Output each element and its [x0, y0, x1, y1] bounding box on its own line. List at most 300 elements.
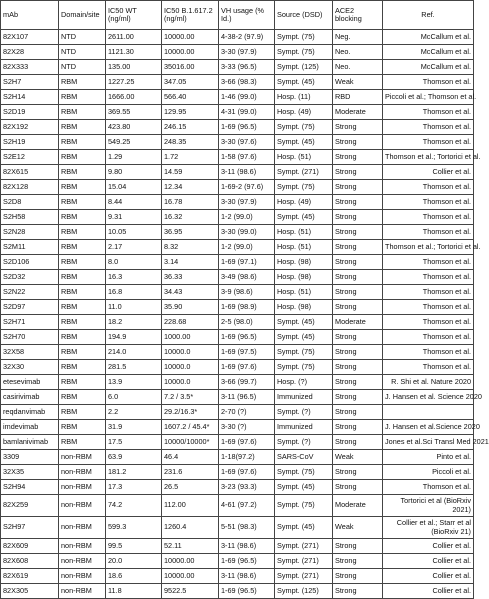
ace2-cell: Strong	[333, 345, 383, 360]
ace2-cell: Strong	[333, 225, 383, 240]
vh-usage-cell: 5-51 (98.3)	[219, 517, 275, 539]
table-row	[1, 240, 474, 255]
source-cell: Hosp. (51)	[275, 285, 333, 300]
domain-cell: RBM	[59, 255, 106, 270]
source-cell: Hosp. (98)	[275, 300, 333, 315]
mab-cell: S2D106	[1, 255, 59, 270]
mab-cell: imdevimab	[1, 420, 59, 435]
ic50-delta-cell: 112.00	[162, 495, 219, 517]
mab-cell: 32X58	[1, 345, 59, 360]
ic50-delta-cell: 231.6	[162, 465, 219, 480]
source-cell: Hosp. (98)	[275, 270, 333, 285]
mab-cell: S2N22	[1, 285, 59, 300]
domain-cell: RBM	[59, 270, 106, 285]
ic50-delta-cell: 7.2 / 3.5*	[162, 390, 219, 405]
ref-cell: Thomson et al.	[383, 360, 474, 375]
table-row	[1, 135, 474, 150]
ic50-wt-cell: 11.0	[106, 300, 162, 315]
vh-usage-cell: 1-69 (97.6)	[219, 465, 275, 480]
ref-cell: McCallum et al.	[383, 30, 474, 45]
ic50-delta-cell: 26.5	[162, 480, 219, 495]
ace2-cell: Strong	[333, 360, 383, 375]
ic50-wt-cell: 99.5	[106, 539, 162, 554]
ace2-cell: Strong	[333, 210, 383, 225]
mab-cell: 82X28	[1, 45, 59, 60]
ref-cell: Thomson et al.	[383, 270, 474, 285]
source-cell: Sympt. (125)	[275, 60, 333, 75]
table-row	[1, 225, 474, 240]
ref-cell: Thomson et al.	[383, 105, 474, 120]
ref-cell: Collier et al.	[383, 539, 474, 554]
domain-cell: RBM	[59, 210, 106, 225]
table-body	[1, 30, 489, 599]
header-ref: Ref.	[383, 1, 474, 30]
ic50-wt-cell: 63.9	[106, 450, 162, 465]
table-row	[1, 465, 474, 480]
ace2-cell: Strong	[333, 135, 383, 150]
mab-cell: S2H97	[1, 517, 59, 539]
vh-usage-cell: 2-5 (98.0)	[219, 315, 275, 330]
ace2-cell: Strong	[333, 539, 383, 554]
table-row	[1, 210, 474, 225]
header-source: Source (DSD)	[275, 1, 333, 30]
ic50-delta-cell: 29.2/16.3*	[162, 405, 219, 420]
ic50-wt-cell: 13.9	[106, 375, 162, 390]
vh-usage-cell: 3-30 (97.9)	[219, 195, 275, 210]
domain-cell: RBM	[59, 360, 106, 375]
table-row	[1, 165, 474, 180]
ref-cell: Thomson et al.	[383, 300, 474, 315]
ace2-cell: Strong	[333, 180, 383, 195]
vh-usage-cell: 3-30 (97.9)	[219, 45, 275, 60]
ref-cell: Jones et al.Sci Transl Med 2021	[383, 435, 474, 450]
ace2-cell: Moderate	[333, 495, 383, 517]
vh-usage-cell: 3-11 (98.6)	[219, 569, 275, 584]
mab-cell: S2H14	[1, 90, 59, 105]
ref-cell: Thomson et al.	[383, 285, 474, 300]
domain-cell: non-RBM	[59, 569, 106, 584]
ic50-delta-cell: 34.43	[162, 285, 219, 300]
vh-usage-cell: 1-69 (96.5)	[219, 120, 275, 135]
ref-cell: Piccoli et al.	[383, 465, 474, 480]
domain-cell: NTD	[59, 45, 106, 60]
domain-cell: non-RBM	[59, 495, 106, 517]
ic50-wt-cell: 2.17	[106, 240, 162, 255]
ace2-cell: Neg.	[333, 30, 383, 45]
ace2-cell: Strong	[333, 569, 383, 584]
domain-cell: RBM	[59, 435, 106, 450]
domain-cell: RBM	[59, 180, 106, 195]
table-row	[1, 360, 474, 375]
table-row	[1, 480, 474, 495]
table-row	[1, 315, 474, 330]
source-cell: Sympt. (75)	[275, 180, 333, 195]
mab-cell: S2D8	[1, 195, 59, 210]
ic50-wt-cell: 135.00	[106, 60, 162, 75]
source-cell: Sympt. (45)	[275, 517, 333, 539]
ic50-delta-cell: 52.11	[162, 539, 219, 554]
source-cell: Sympt. (75)	[275, 465, 333, 480]
mab-cell: 82X192	[1, 120, 59, 135]
ref-cell: Thomson et al.	[383, 120, 474, 135]
ace2-cell: Strong	[333, 330, 383, 345]
mab-cell: S2H94	[1, 480, 59, 495]
ic50-delta-cell: 1.72	[162, 150, 219, 165]
mab-cell: bamlanivimab	[1, 435, 59, 450]
ref-cell: Collier et al.	[383, 165, 474, 180]
header-domain: Domain/site	[59, 1, 106, 30]
ref-cell: J. Hansen et al. Science 2020	[383, 390, 474, 405]
table-row	[1, 120, 474, 135]
table-row	[1, 75, 474, 90]
ic50-wt-cell: 9.80	[106, 165, 162, 180]
ace2-cell: Strong	[333, 270, 383, 285]
ic50-wt-cell: 8.44	[106, 195, 162, 210]
source-cell: Hosp. (51)	[275, 225, 333, 240]
ic50-wt-cell: 181.2	[106, 465, 162, 480]
domain-cell: RBM	[59, 105, 106, 120]
ref-cell: Thomson et al.	[383, 345, 474, 360]
vh-usage-cell: 2-70 (?)	[219, 405, 275, 420]
source-cell: Hosp. (98)	[275, 255, 333, 270]
source-cell: Sympt. (45)	[275, 210, 333, 225]
ic50-wt-cell: 423.80	[106, 120, 162, 135]
vh-usage-cell: 1-2 (99.0)	[219, 210, 275, 225]
mab-cell: S2D97	[1, 300, 59, 315]
header-mab: mAb	[1, 1, 59, 30]
mab-cell: S2M11	[1, 240, 59, 255]
vh-usage-cell: 3-23 (93.3)	[219, 480, 275, 495]
ic50-wt-cell: 214.0	[106, 345, 162, 360]
vh-usage-cell: 3-66 (98.3)	[219, 75, 275, 90]
ic50-wt-cell: 1227.25	[106, 75, 162, 90]
ic50-delta-cell: 35016.00	[162, 60, 219, 75]
ic50-wt-cell: 281.5	[106, 360, 162, 375]
ic50-delta-cell: 10000/10000*	[162, 435, 219, 450]
vh-usage-cell: 1-69 (97.6)	[219, 360, 275, 375]
domain-cell: RBM	[59, 240, 106, 255]
ic50-delta-cell: 246.15	[162, 120, 219, 135]
source-cell: Hosp. (49)	[275, 105, 333, 120]
mab-cell: S2H71	[1, 315, 59, 330]
ic50-delta-cell: 129.95	[162, 105, 219, 120]
ace2-cell: Strong	[333, 435, 383, 450]
header-ace2: ACE2 blocking	[333, 1, 383, 30]
source-cell: Sympt. (75)	[275, 345, 333, 360]
ace2-cell: Strong	[333, 420, 383, 435]
mab-cell: 82X305	[1, 584, 59, 599]
domain-cell: RBM	[59, 390, 106, 405]
ic50-delta-cell: 10000.00	[162, 569, 219, 584]
vh-usage-cell: 4-38-2 (97.9)	[219, 30, 275, 45]
source-cell: Sympt. (75)	[275, 495, 333, 517]
domain-cell: RBM	[59, 345, 106, 360]
ic50-wt-cell: 2.2	[106, 405, 162, 420]
ic50-delta-cell: 347.05	[162, 75, 219, 90]
domain-cell: RBM	[59, 135, 106, 150]
ref-cell: Thomson et al.	[383, 195, 474, 210]
source-cell: Sympt. (45)	[275, 135, 333, 150]
mab-cell: 82X619	[1, 569, 59, 584]
source-cell: Hosp. (51)	[275, 150, 333, 165]
header-vh-usage: VH usage (% Id.)	[219, 1, 275, 30]
source-cell: Hosp. (49)	[275, 195, 333, 210]
ref-cell: Thomson et al.	[383, 480, 474, 495]
mab-cell: 82X259	[1, 495, 59, 517]
header-ic50-delta: IC50 B.1.617.2 (ng/ml)	[162, 1, 219, 30]
ic50-wt-cell: 194.9	[106, 330, 162, 345]
vh-usage-cell: 1-58 (97.6)	[219, 150, 275, 165]
ref-cell: Thomson et al.	[383, 315, 474, 330]
source-cell: Sympt. (271)	[275, 165, 333, 180]
table-row	[1, 150, 474, 165]
ic50-delta-cell: 16.78	[162, 195, 219, 210]
domain-cell: RBM	[59, 375, 106, 390]
ace2-cell: Strong	[333, 480, 383, 495]
ic50-wt-cell: 10.05	[106, 225, 162, 240]
ic50-delta-cell: 1260.4	[162, 517, 219, 539]
source-cell: Sympt. (75)	[275, 120, 333, 135]
ic50-wt-cell: 11.8	[106, 584, 162, 599]
ic50-delta-cell: 12.34	[162, 180, 219, 195]
mab-cell: 82X608	[1, 554, 59, 569]
ic50-delta-cell: 566.40	[162, 90, 219, 105]
ic50-delta-cell: 14.59	[162, 165, 219, 180]
ref-cell: Tortorici et al (BioRxiv 2021)	[383, 495, 474, 517]
ic50-delta-cell: 3.14	[162, 255, 219, 270]
mab-cell: 82X609	[1, 539, 59, 554]
mab-cell: S2N28	[1, 225, 59, 240]
mab-cell: 32X35	[1, 465, 59, 480]
source-cell: Sympt. (75)	[275, 360, 333, 375]
domain-cell: non-RBM	[59, 517, 106, 539]
ref-cell: Collier et al.	[383, 554, 474, 569]
table-row	[1, 517, 474, 539]
vh-usage-cell: 3-49 (98.6)	[219, 270, 275, 285]
vh-usage-cell: 1-18(97.2)	[219, 450, 275, 465]
mab-cell: S2H70	[1, 330, 59, 345]
ref-cell: Thomson et al.	[383, 210, 474, 225]
source-cell: Sympt. (271)	[275, 539, 333, 554]
ace2-cell: Moderate	[333, 315, 383, 330]
mab-cell: 32X30	[1, 360, 59, 375]
domain-cell: RBM	[59, 90, 106, 105]
domain-cell: RBM	[59, 300, 106, 315]
ace2-cell: Strong	[333, 300, 383, 315]
ic50-wt-cell: 8.0	[106, 255, 162, 270]
source-cell: Hosp. (51)	[275, 240, 333, 255]
ic50-wt-cell: 18.6	[106, 569, 162, 584]
domain-cell: RBM	[59, 315, 106, 330]
mab-cell: 82X615	[1, 165, 59, 180]
vh-usage-cell: 1-2 (99.0)	[219, 240, 275, 255]
table-row	[1, 390, 474, 405]
mab-cell: 82X333	[1, 60, 59, 75]
ace2-cell: Strong	[333, 240, 383, 255]
domain-cell: RBM	[59, 150, 106, 165]
table-row	[1, 105, 474, 120]
vh-usage-cell: 1-69-2 (97.6)	[219, 180, 275, 195]
ref-cell: Thomson et al.	[383, 135, 474, 150]
mab-cell: S2D19	[1, 105, 59, 120]
vh-usage-cell: 1-69 (96.5)	[219, 584, 275, 599]
ace2-cell: Strong	[333, 390, 383, 405]
ref-cell: McCallum et al.	[383, 60, 474, 75]
ic50-wt-cell: 549.25	[106, 135, 162, 150]
table-row	[1, 330, 474, 345]
domain-cell: RBM	[59, 165, 106, 180]
ic50-delta-cell: 46.4	[162, 450, 219, 465]
ic50-wt-cell: 2611.00	[106, 30, 162, 45]
ic50-wt-cell: 6.0	[106, 390, 162, 405]
vh-usage-cell: 3-11 (96.5)	[219, 390, 275, 405]
ic50-wt-cell: 1121.30	[106, 45, 162, 60]
vh-usage-cell: 3-30 (97.6)	[219, 135, 275, 150]
source-cell: Hosp. (?)	[275, 375, 333, 390]
ace2-cell: Weak	[333, 517, 383, 539]
table-row	[1, 300, 474, 315]
ref-cell: Pinto et al.	[383, 450, 474, 465]
domain-cell: non-RBM	[59, 554, 106, 569]
table-row	[1, 195, 474, 210]
ref-cell: McCallum et al.	[383, 45, 474, 60]
source-cell: Immunized	[275, 390, 333, 405]
ref-cell: Thomson et al.; Tortorici et al.	[383, 150, 474, 165]
ref-cell	[383, 405, 474, 420]
source-cell: Sympt. (45)	[275, 75, 333, 90]
ace2-cell: Strong	[333, 584, 383, 599]
ic50-delta-cell: 228.68	[162, 315, 219, 330]
ref-cell: R. Shi et al. Nature 2020	[383, 375, 474, 390]
mab-cell: S2H7	[1, 75, 59, 90]
header-ic50-wt: IC50 WT (ng/ml)	[106, 1, 162, 30]
table-row	[1, 435, 474, 450]
source-cell: Immunized	[275, 420, 333, 435]
ic50-delta-cell: 10000.0	[162, 375, 219, 390]
ace2-cell: Weak	[333, 450, 383, 465]
ic50-delta-cell: 35.90	[162, 300, 219, 315]
domain-cell: NTD	[59, 30, 106, 45]
table-row	[1, 270, 474, 285]
ic50-wt-cell: 31.9	[106, 420, 162, 435]
ace2-cell: Strong	[333, 285, 383, 300]
ic50-delta-cell: 10000.0	[162, 360, 219, 375]
table-row	[1, 420, 474, 435]
domain-cell: RBM	[59, 195, 106, 210]
vh-usage-cell: 3-33 (96.5)	[219, 60, 275, 75]
ic50-wt-cell: 20.0	[106, 554, 162, 569]
domain-cell: non-RBM	[59, 450, 106, 465]
domain-cell: NTD	[59, 60, 106, 75]
ace2-cell: Strong	[333, 150, 383, 165]
mab-cell: S2D32	[1, 270, 59, 285]
table-row	[1, 554, 474, 569]
source-cell: Hosp. (11)	[275, 90, 333, 105]
ic50-delta-cell: 1000.00	[162, 330, 219, 345]
ace2-cell: Weak	[333, 75, 383, 90]
vh-usage-cell: 1-46 (99.0)	[219, 90, 275, 105]
vh-usage-cell: 3-30 (?)	[219, 420, 275, 435]
ic50-delta-cell: 10000.0	[162, 345, 219, 360]
vh-usage-cell: 1-69 (96.5)	[219, 330, 275, 345]
ace2-cell: RBD	[333, 90, 383, 105]
ic50-delta-cell: 36.95	[162, 225, 219, 240]
table-row	[1, 539, 474, 554]
vh-usage-cell: 4-31 (99.0)	[219, 105, 275, 120]
table-row	[1, 375, 474, 390]
domain-cell: RBM	[59, 120, 106, 135]
mab-cell: reqdanvimab	[1, 405, 59, 420]
ace2-cell: Strong	[333, 165, 383, 180]
ace2-cell: Strong	[333, 375, 383, 390]
ace2-cell: Strong	[333, 120, 383, 135]
mab-cell: casirivimab	[1, 390, 59, 405]
ace2-cell: Strong	[333, 195, 383, 210]
source-cell: Sympt. (45)	[275, 330, 333, 345]
mab-cell: S2H19	[1, 135, 59, 150]
ic50-wt-cell: 599.3	[106, 517, 162, 539]
vh-usage-cell: 1-69 (98.9)	[219, 300, 275, 315]
domain-cell: RBM	[59, 420, 106, 435]
ref-cell: Piccoli et al.; Thomson et al.	[383, 90, 474, 105]
mab-cell: S2H58	[1, 210, 59, 225]
table-row	[1, 30, 474, 45]
source-cell: Sympt. (125)	[275, 584, 333, 599]
domain-cell: non-RBM	[59, 465, 106, 480]
ic50-wt-cell: 17.3	[106, 480, 162, 495]
table-row	[1, 495, 474, 517]
domain-cell: RBM	[59, 405, 106, 420]
vh-usage-cell: 1-69 (97.6)	[219, 435, 275, 450]
vh-usage-cell: 1-69 (96.5)	[219, 554, 275, 569]
table-row	[1, 584, 474, 599]
source-cell: Sympt. (?)	[275, 405, 333, 420]
ic50-delta-cell: 16.32	[162, 210, 219, 225]
mab-cell: 3309	[1, 450, 59, 465]
source-cell: Sympt. (271)	[275, 554, 333, 569]
ic50-wt-cell: 1.29	[106, 150, 162, 165]
domain-cell: RBM	[59, 285, 106, 300]
domain-cell: non-RBM	[59, 480, 106, 495]
table-row	[1, 60, 474, 75]
ic50-wt-cell: 18.2	[106, 315, 162, 330]
mab-cell: S2E12	[1, 150, 59, 165]
domain-cell: non-RBM	[59, 539, 106, 554]
source-cell: Sympt. (?)	[275, 435, 333, 450]
ic50-delta-cell: 36.33	[162, 270, 219, 285]
ace2-cell: Neo.	[333, 45, 383, 60]
source-cell: Sympt. (75)	[275, 30, 333, 45]
ic50-wt-cell: 74.2	[106, 495, 162, 517]
ace2-cell: Strong	[333, 255, 383, 270]
ref-cell: Thomson et al.	[383, 255, 474, 270]
ic50-wt-cell: 16.3	[106, 270, 162, 285]
source-cell: Sympt. (45)	[275, 315, 333, 330]
ref-cell: Thomson et al.	[383, 75, 474, 90]
table-row	[1, 255, 474, 270]
table-row	[1, 180, 474, 195]
ic50-delta-cell: 9522.5	[162, 584, 219, 599]
ic50-wt-cell: 17.5	[106, 435, 162, 450]
ref-cell: Thomson et al.	[383, 330, 474, 345]
ref-cell: J. Hansen et al.Science 2020	[383, 420, 474, 435]
mab-cell: etesevimab	[1, 375, 59, 390]
source-cell: Sympt. (75)	[275, 45, 333, 60]
ref-cell: Collier et al.	[383, 584, 474, 599]
table-row	[1, 405, 474, 420]
vh-usage-cell: 1-69 (97.1)	[219, 255, 275, 270]
mab-cell: 82X128	[1, 180, 59, 195]
